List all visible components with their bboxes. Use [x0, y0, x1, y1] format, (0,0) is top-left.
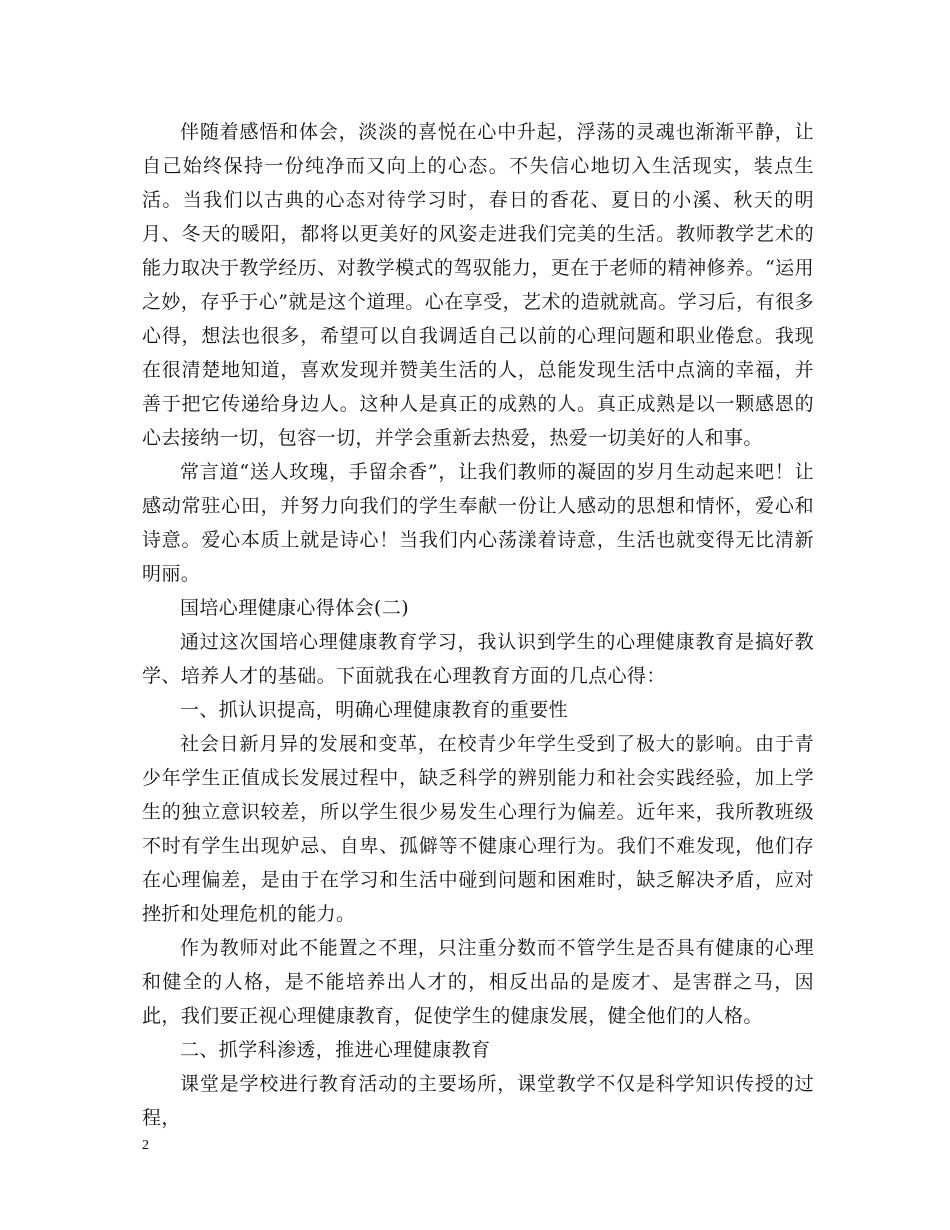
heading-point-two: 二、抓学科渗透，推进心理健康教育 — [180, 1039, 491, 1061]
paragraph-social-change: 社会日新月异的发展和变革，在校青少年学生受到了极大的影响。由于青少年学生正值成长发展过程中，缺乏科学的辨别能力和社会实践经验，加上学生的独立意识较差，所以学生很少易发生心理行为偏差。近年来，我所教班级不时有学生出现妒忌、自卑、孤僻等不健康心理行为。我们不难发现，他们存在心理偏差，是由于在学习和生活中碰到问题和困难时，缺乏解决矛盾，应对挫折和处理危机的能力。 — [142, 733, 814, 925]
paragraph-roses-quote: 常言道“送人玫瑰，手留余香”，让我们教师的凝固的岁月生动起来吧！让感动常驻心田，并努力向我们的学生奉献一份让人感动的思想和情怀，爱心和诗意。爱心本质上就是诗心！当我们内心荡漾着诗意，生活也就变得无比清新明丽。 — [142, 461, 814, 585]
paragraph-intro: 通过这次国培心理健康教育学习，我认识到学生的心理健康教育是搞好教学、培养人才的基础。下面就我在心理教育方面的几点心得： — [142, 631, 814, 687]
document-body — [142, 115, 814, 1135]
paragraph-reflection: 伴随着感悟和体会，淡淡的喜悦在心中升起，浮荡的灵魂也渐渐平静，让自己始终保持一份纯净而又向上的心态。不失信心地切入生活现实，装点生活。当我们以古典的心态对待学习时，春日的香花、夏日的小溪、秋天的明月、冬天的暖阳，都将以更美好的风姿走进我们完美的生活。教师教学艺术的能力取决于教学经历、对教学模式的驾驭能力，更在于老师的精神修养。“运用之妙，存乎于心”就是这个道理。心在享受，艺术的造就就高。学习后，有很多心得，想法也很多，希望可以自我调适自己以前的心理问题和职业倦怠。我现在很清楚地知道，喜欢发现并赞美生活的人，总能发现生活中点滴的幸福，并善于把它传递给身边人。这种人是真正的成熟的人。真正成熟是以一颗感恩的心去接纳一切，包容一切，并学会重新去热爱，热爱一切美好的人和事。 — [142, 121, 814, 449]
page-number: 2 — [142, 1138, 149, 1153]
paragraph-teacher-role: 作为教师对此不能置之不理，只注重分数而不管学生是否具有健康的心理和健全的人格，是不能培养出人才的，相反出品的是废才、是害群之马，因此，我们要正视心理健康教育，促使学生的健康发展，健全他们的人格。 — [142, 937, 814, 1027]
section-title: 国培心理健康心得体会(二) — [180, 597, 410, 619]
heading-point-one: 一、抓认识提高，明确心理健康教育的重要性 — [180, 699, 569, 721]
paragraph-classroom: 课堂是学校进行教育活动的主要场所，课堂教学不仅是科学知识传授的过程， — [142, 1073, 814, 1129]
